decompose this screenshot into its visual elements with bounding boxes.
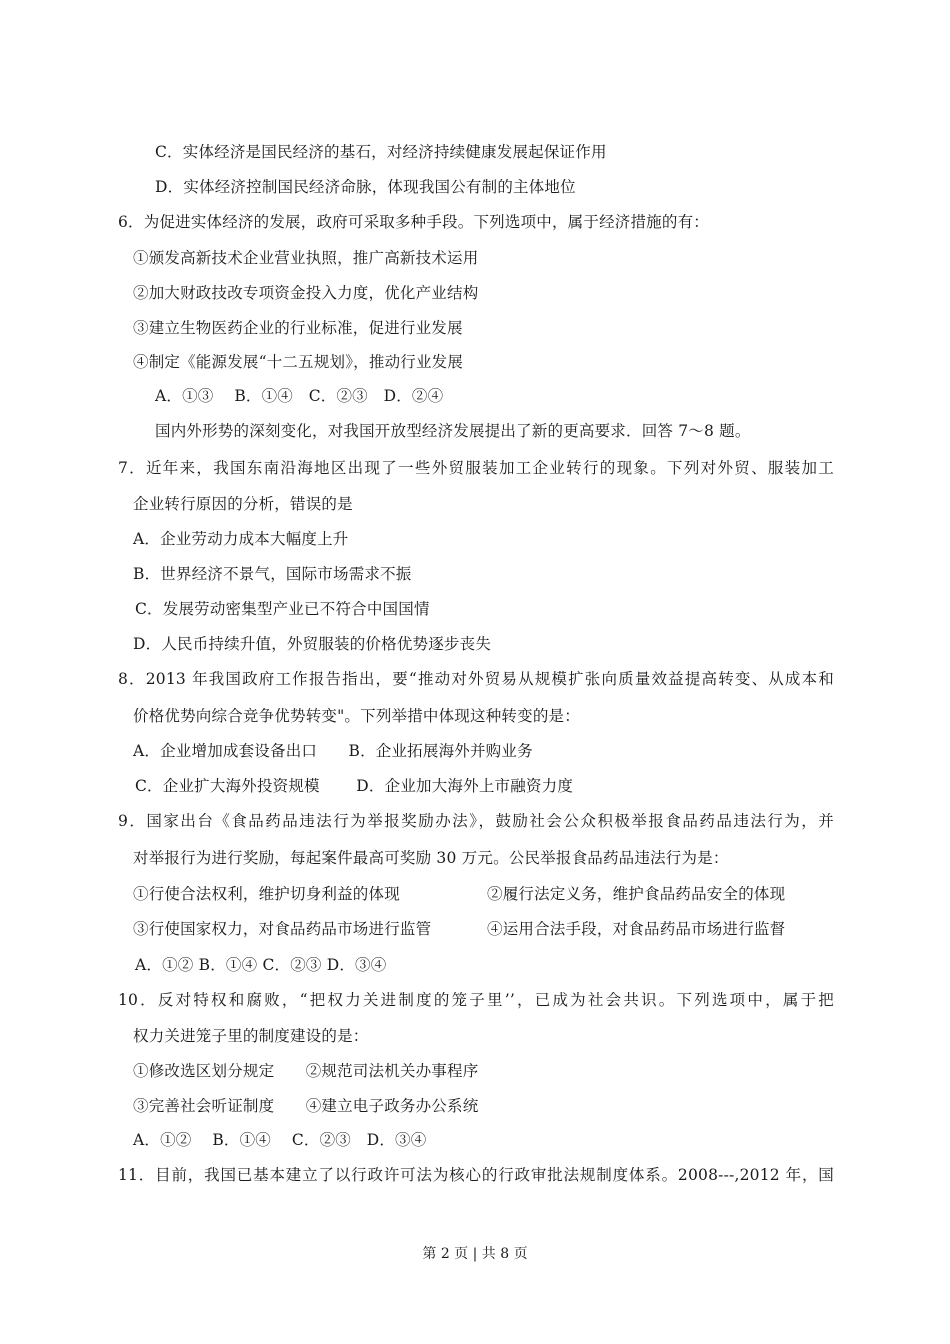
q7-option-b: B．世界经济不景气，国际市场需求不振 bbox=[133, 565, 412, 583]
page-footer: 第 2 页 | 共 8 页 bbox=[422, 1246, 528, 1262]
question-10-stem-line-2: 权力关进笼子里的制度建设的是： bbox=[133, 1027, 369, 1045]
q9-statement-4: ④运用合法手段，对食品药品市场进行监督 bbox=[487, 920, 786, 938]
q6-options: A．①③ B．①④ C．②③ D．②④ bbox=[155, 387, 444, 405]
q8-options-c-d: C．企业扩大海外投资规模 D．企业加大海外上市融资力度 bbox=[135, 777, 574, 795]
q7-option-d: D．人民币持续升值，外贸服装的价格优势逐步丧失 bbox=[133, 635, 492, 653]
q9-statement-2: ②履行法定义务，维护食品药品安全的体现 bbox=[487, 885, 786, 903]
question-10-stem-line-1: 10．反对特权和腐败，“把权力关进制度的笼子里’’，已成为社会共识。下列选项中，属于把 bbox=[118, 991, 834, 1009]
question-7-stem-line-2: 企业转行原因的分析，错误的是 bbox=[133, 495, 353, 513]
question-9-stem-line-1: 9．国家出台《食品药品违法行为举报奖励办法》，鼓励社会公众积极举报食品药品违法行为，并 bbox=[118, 812, 834, 830]
question-9-stem-line-2: 对举报行为进行奖励，每起案件最高可奖励 30 万元。公民举报食品药品违法行为是： bbox=[133, 849, 729, 867]
q8-options-a-b: A．企业增加成套设备出口 B．企业拓展海外并购业务 bbox=[133, 742, 533, 760]
question-8-stem-line-1: 8．2013 年我国政府工作报告指出，要“推动对外贸易从规模扩张向质量效益提高转变、从成本和 bbox=[118, 670, 834, 688]
option-c-q5: C．实体经济是国民经济的基石，对经济持续健康发展起保证作用 bbox=[155, 143, 607, 161]
question-6-stem: 6．为促进实体经济的发展，政府可采取多种手段。下列选项中，属于经济措施的有： bbox=[118, 213, 709, 231]
q9-statement-3: ③行使国家权力，对食品药品市场进行监管 bbox=[133, 920, 432, 938]
q9-options: A．①② B．①④ C．②③ D．③④ bbox=[135, 956, 387, 974]
q7-option-c: C．发展劳动密集型产业已不符合中国国情 bbox=[135, 600, 430, 618]
q9-statement-1: ①行使合法权利，维护切身利益的体现 bbox=[133, 885, 400, 903]
q10-options: A．①② B．①④ C．②③ D．③④ bbox=[133, 1131, 427, 1149]
question-8-stem-line-2: 价格优势向综合竞争优势转变"。下列举措中体现这种转变的是： bbox=[133, 707, 580, 725]
option-d-q5: D．实体经济控制国民经济命脉，体现我国公有制的主体地位 bbox=[155, 178, 576, 196]
question-7-stem-line-1: 7．近年来，我国东南沿海地区出现了一些外贸服装加工企业转行的现象。下列对外贸、服装加工 bbox=[118, 459, 834, 477]
q6-statement-2: ②加大财政技改专项资金投入力度，优化产业结构 bbox=[133, 284, 479, 302]
q7-option-a: A．企业劳动力成本大幅度上升 bbox=[133, 530, 349, 548]
q10-statements-1-2: ①修改选区划分规定 ②规范司法机关办事程序 bbox=[133, 1062, 479, 1080]
question-11-stem-line-1: 11．目前，我国已基本建立了以行政许可法为核心的行政审批法规制度体系。2008---,2012 年，国 bbox=[118, 1166, 834, 1184]
q6-statement-4: ④制定《能源发展“十二五规划》，推动行业发展 bbox=[133, 353, 464, 371]
q6-statement-3: ③建立生物医药企业的行业标准，促进行业发展 bbox=[133, 319, 463, 337]
q6-statement-1: ①颁发高新技术企业营业执照，推广高新技术运用 bbox=[133, 249, 479, 267]
q10-statements-3-4: ③完善社会听证制度 ④建立电子政务办公系统 bbox=[133, 1097, 479, 1115]
material-intro-7-8: 国内外形势的深刻变化，对我国开放型经济发展提出了新的更高要求．回答 7～8 题。 bbox=[155, 422, 751, 440]
